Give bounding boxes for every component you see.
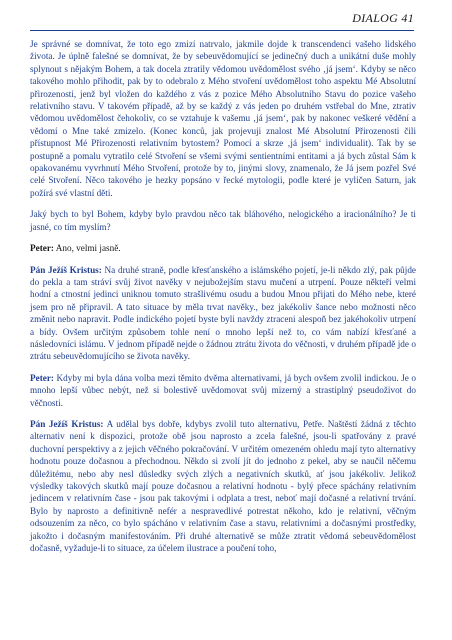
speaker-label: Peter:	[30, 243, 54, 254]
paragraph-text: Kdyby mi byla dána volba mezi těmito dvěma alternativami, já bych ovšem zvolil indickou. Je o mnoho lepší vůbec nebýt, než si bolestivě uvědomovat svůj mizerný a strastiplný pseudoživot do věčnosti.	[30, 372, 417, 408]
paragraph-text: Jaký bych to byl Bohem, kdyby bylo pravdou něco tak bláhového, nelogického a iracionálního? Je ti jasné, co tím myslím?	[30, 209, 416, 232]
paragraph	[30, 264, 416, 363]
speaker-label: Pán Ježíš Kristus:	[30, 418, 104, 429]
paragraph	[30, 208, 416, 233]
page-header	[30, 8, 414, 31]
speaker-label: Pán Ježíš Kristus:	[30, 264, 102, 275]
speaker-label: Peter:	[30, 372, 54, 383]
header-title: DIALOG 41	[352, 11, 414, 25]
paragraph	[30, 38, 416, 199]
paragraph-text: Je správné se domnívat, že toto ego zmizí natrvalo, jakmile dojde k transcendenci vašeho lidského života. Je úplně falešné se domnívat, že by sebeuvědomující se jedinečný duch a unikátní duše mohly splynout s nějakým Bohem, a tak docela ztratily vědomou uvědomělost svého ‚já jsem‘. Kdyby se něco takového mohlo přihodit, pak by to odebralo z Mého stvoření uvědomělost toho aspektu Mé Absolutní přirozenosti, jenž byl vložen do každého z vás z pozice Mého Absolutního Stavu do pozice vašeho relativního stavu. V takovém případě, až by se každý z vás jeden po druhém vstřebal do Mne, ztrativ vědomou uvědomělost čehokoliv, co se vztahuje k vašemu ‚já jsem‘, pak by nakonec veškeré vědění a vědomí o Mne také zmizelo. (Konec konců, jak projevuji znalost Mé Absolutní Přirozenosti čili přístupnost Mé Přirozenosti relativním bytostem? Pomocí a skrze ‚já jsem‘ individualit). Tak by se postupně a pomalu vytratilo celé Stvoření se všemi svými sentientními entitami a já bych zůstal Sám k opakovanému vyvrhnutí Mého Stvoření, protože by to, jinými slovy, znamenalo, že Já jsem pozřel Své celé Stvoření. Něco takového je hezky popsáno v řecké mytologii, podle které je vyličen Saturn, jak požírá své vlastní děti.	[30, 39, 416, 198]
paragraph-text: Na druhé straně, podle křesťanského a islámského pojetí, je-li někdo zlý, pak půjde do pekla a tam stráví svůj život navěky v nejubožejším stavu mučení a utrpení. Pouze někteří velmi hodní a ctnostní jedinci uniknou tomuto strašlivému osudu a budou Mnou přijati do Mého nebe, které jsem pro ně připravil. A tato situace by měla trvat navěky., bez jakékoliv šance nebo možnosti něco změnit nebo napravit. Podle indického pojetí byste byli navždy ztraceni alespoň bez jakéhokoliv utrpení a bídy. Ovšem určitým způsobem tohle není o mnoho lepší než to, co vám nabízí křesťané a následovníci islámu. V jednom případě nejde o žádnou ztrátu života do věčnosti, v druhém případě jde o ztrátu sebeuvědomujícího se života navěky.	[30, 264, 416, 362]
paragraph	[30, 372, 416, 409]
document-body	[30, 38, 416, 563]
paragraph-text: A udělal bys dobře, kdybys zvolil tuto alternativu, Petře. Naštěstí žádná z těchto alternativ není k dispozici, protože obě jsou naprosto a zcela falešné, jsou-li spatřovány z pravé duchovní perspektivy a z jejich věčného pokračování. V určitém omezeném ohledu mají tyto alternativy hodnotu pouze dočasnou a přechodnou. Někdo si zvolí jít do jednoho z pekel, aby se naučil něčemu důležitému, nebo aby nesl důsledky svých zlých a negativních skutků, ať jsou jakékoliv. Jelikož výsledky takových skutků mají pouze dočasnou a relativní hodnotu - bylý přece spáchány relativním jedincem v relativním čase - jsou pak takovými i odplata a trest, neboť mají dočasné a relativní trvání. Bylo by naprosto a definitivně nefér a nespravedlivé potrestat někoho, kdo je relativní, věčným odsouzením za něco, co bylo spácháno v relativním čase a stavu, relativními a dočasnými prostředky, jakožto i dočasným manifestováním. Při druhé alternativě se může ztratit vědomá sebeuvědomělost dočasně, vyžaduje-li to situace, za účelem ilustrace a poučení toho,	[30, 418, 416, 554]
paragraph	[30, 242, 416, 254]
paragraph-text: Ano, velmi jasně.	[55, 243, 121, 254]
paragraph	[30, 418, 416, 554]
